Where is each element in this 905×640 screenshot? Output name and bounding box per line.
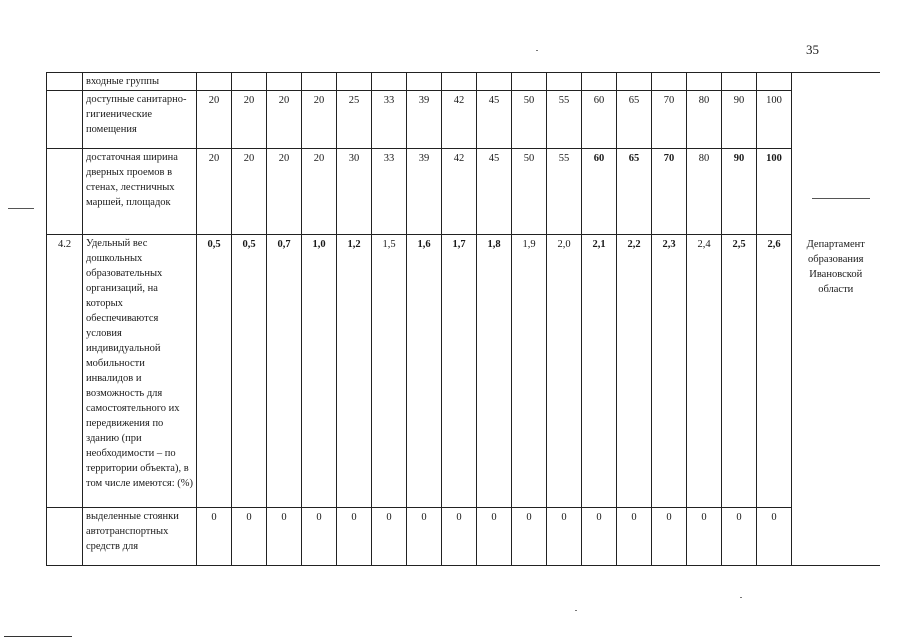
value-cell: 0 xyxy=(722,508,757,566)
value-cell: 0 xyxy=(337,508,372,566)
value-cell: 39 xyxy=(407,149,442,235)
value-cell: 60 xyxy=(582,91,617,149)
value-cell xyxy=(337,73,372,91)
row-label-cell: Удельный вес дошкольных образовательных организаций, на которых обеспечиваются условия индивидуальной мобильности инвалидов и возможность для самостоятельного их передвижения по зданию (при необходимости – по территории объекта), в том числе имеются: (%) xyxy=(83,235,197,508)
value-cell: 2,1 xyxy=(582,235,617,508)
scan-speck xyxy=(575,610,577,611)
value-cell xyxy=(407,73,442,91)
scan-dash-left xyxy=(8,208,34,209)
value-cell: 0 xyxy=(372,508,407,566)
value-cell: 50 xyxy=(512,91,547,149)
value-cell: 0 xyxy=(267,508,302,566)
value-cell xyxy=(372,73,407,91)
value-cell: 20 xyxy=(197,149,232,235)
value-cell: 42 xyxy=(442,149,477,235)
value-cell xyxy=(267,73,302,91)
value-cell: 80 xyxy=(687,149,722,235)
value-cell: 0 xyxy=(232,508,267,566)
value-cell xyxy=(547,73,582,91)
responsible-text: Департамент образования Ивановской области xyxy=(806,239,865,295)
value-cell: 0,5 xyxy=(197,235,232,508)
table-row xyxy=(47,91,880,149)
row-index-cell xyxy=(47,73,83,91)
value-cell: 1,6 xyxy=(407,235,442,508)
scan-speck xyxy=(740,597,742,598)
row-label-cell: входные группы xyxy=(83,73,197,91)
value-cell: 1,9 xyxy=(512,235,547,508)
value-cell xyxy=(302,73,337,91)
value-cell xyxy=(477,73,512,91)
value-cell: 0 xyxy=(407,508,442,566)
value-cell: 0 xyxy=(687,508,722,566)
value-cell xyxy=(722,73,757,91)
value-cell xyxy=(687,73,722,91)
value-cell: 0 xyxy=(757,508,792,566)
value-cell: 60 xyxy=(582,149,617,235)
value-cell: 20 xyxy=(302,149,337,235)
value-cell: 70 xyxy=(652,91,687,149)
value-cell: 2,5 xyxy=(722,235,757,508)
row-label-cell: выделенные стоянки автотранспортных средств для xyxy=(83,508,197,566)
value-cell: 0 xyxy=(442,508,477,566)
value-cell: 100 xyxy=(757,149,792,235)
value-cell: 55 xyxy=(547,91,582,149)
scan-speck xyxy=(536,50,538,51)
value-cell: 2,2 xyxy=(617,235,652,508)
value-cell: 80 xyxy=(687,91,722,149)
value-cell: 50 xyxy=(512,149,547,235)
value-cell: 30 xyxy=(337,149,372,235)
value-cell: 100 xyxy=(757,91,792,149)
value-cell: 0 xyxy=(512,508,547,566)
page-number: 35 xyxy=(806,42,819,57)
responsible-cell xyxy=(792,73,880,566)
value-cell: 0,5 xyxy=(232,235,267,508)
value-cell: 2,4 xyxy=(687,235,722,508)
value-cell: 90 xyxy=(722,149,757,235)
value-cell: 70 xyxy=(652,149,687,235)
value-cell: 33 xyxy=(372,149,407,235)
value-cell xyxy=(197,73,232,91)
value-cell xyxy=(512,73,547,91)
scan-dash-right xyxy=(812,198,870,199)
value-cell: 0,7 xyxy=(267,235,302,508)
value-cell: 0 xyxy=(582,508,617,566)
value-cell: 20 xyxy=(232,91,267,149)
value-cell xyxy=(757,73,792,91)
value-cell xyxy=(652,73,687,91)
value-cell xyxy=(617,73,652,91)
value-cell: 20 xyxy=(302,91,337,149)
value-cell: 65 xyxy=(617,149,652,235)
value-cell: 0 xyxy=(197,508,232,566)
value-cell: 0 xyxy=(302,508,337,566)
value-cell: 20 xyxy=(232,149,267,235)
indicator-table xyxy=(46,72,880,566)
value-cell: 20 xyxy=(197,91,232,149)
value-cell: 33 xyxy=(372,91,407,149)
value-cell xyxy=(442,73,477,91)
value-cell: 2,6 xyxy=(757,235,792,508)
value-cell: 20 xyxy=(267,149,302,235)
value-cell: 2,0 xyxy=(547,235,582,508)
value-cell: 0 xyxy=(617,508,652,566)
value-cell: 2,3 xyxy=(652,235,687,508)
value-cell: 90 xyxy=(722,91,757,149)
value-cell: 42 xyxy=(442,91,477,149)
value-cell: 25 xyxy=(337,91,372,149)
row-index-cell xyxy=(47,508,83,566)
table-row xyxy=(47,149,880,235)
row-label-cell: доступные санитарно-гигиенические помещения xyxy=(83,91,197,149)
value-cell: 1,8 xyxy=(477,235,512,508)
value-cell: 45 xyxy=(477,149,512,235)
value-cell: 55 xyxy=(547,149,582,235)
row-index-cell xyxy=(47,149,83,235)
value-cell: 0 xyxy=(477,508,512,566)
value-cell: 20 xyxy=(267,91,302,149)
value-cell xyxy=(232,73,267,91)
row-index-cell: 4.2 xyxy=(47,235,83,508)
table-row xyxy=(47,235,880,508)
value-cell: 1,5 xyxy=(372,235,407,508)
row-label-cell: достаточная ширина дверных проемов в стенах, лестничных маршей, площадок xyxy=(83,149,197,235)
value-cell xyxy=(582,73,617,91)
row-index-cell xyxy=(47,91,83,149)
value-cell: 65 xyxy=(617,91,652,149)
table-row xyxy=(47,73,880,91)
footnote-rule xyxy=(4,636,72,637)
table-row xyxy=(47,508,880,566)
value-cell: 45 xyxy=(477,91,512,149)
value-cell: 1,7 xyxy=(442,235,477,508)
value-cell: 0 xyxy=(547,508,582,566)
value-cell: 39 xyxy=(407,91,442,149)
value-cell: 1,0 xyxy=(302,235,337,508)
value-cell: 1,2 xyxy=(337,235,372,508)
value-cell: 0 xyxy=(652,508,687,566)
